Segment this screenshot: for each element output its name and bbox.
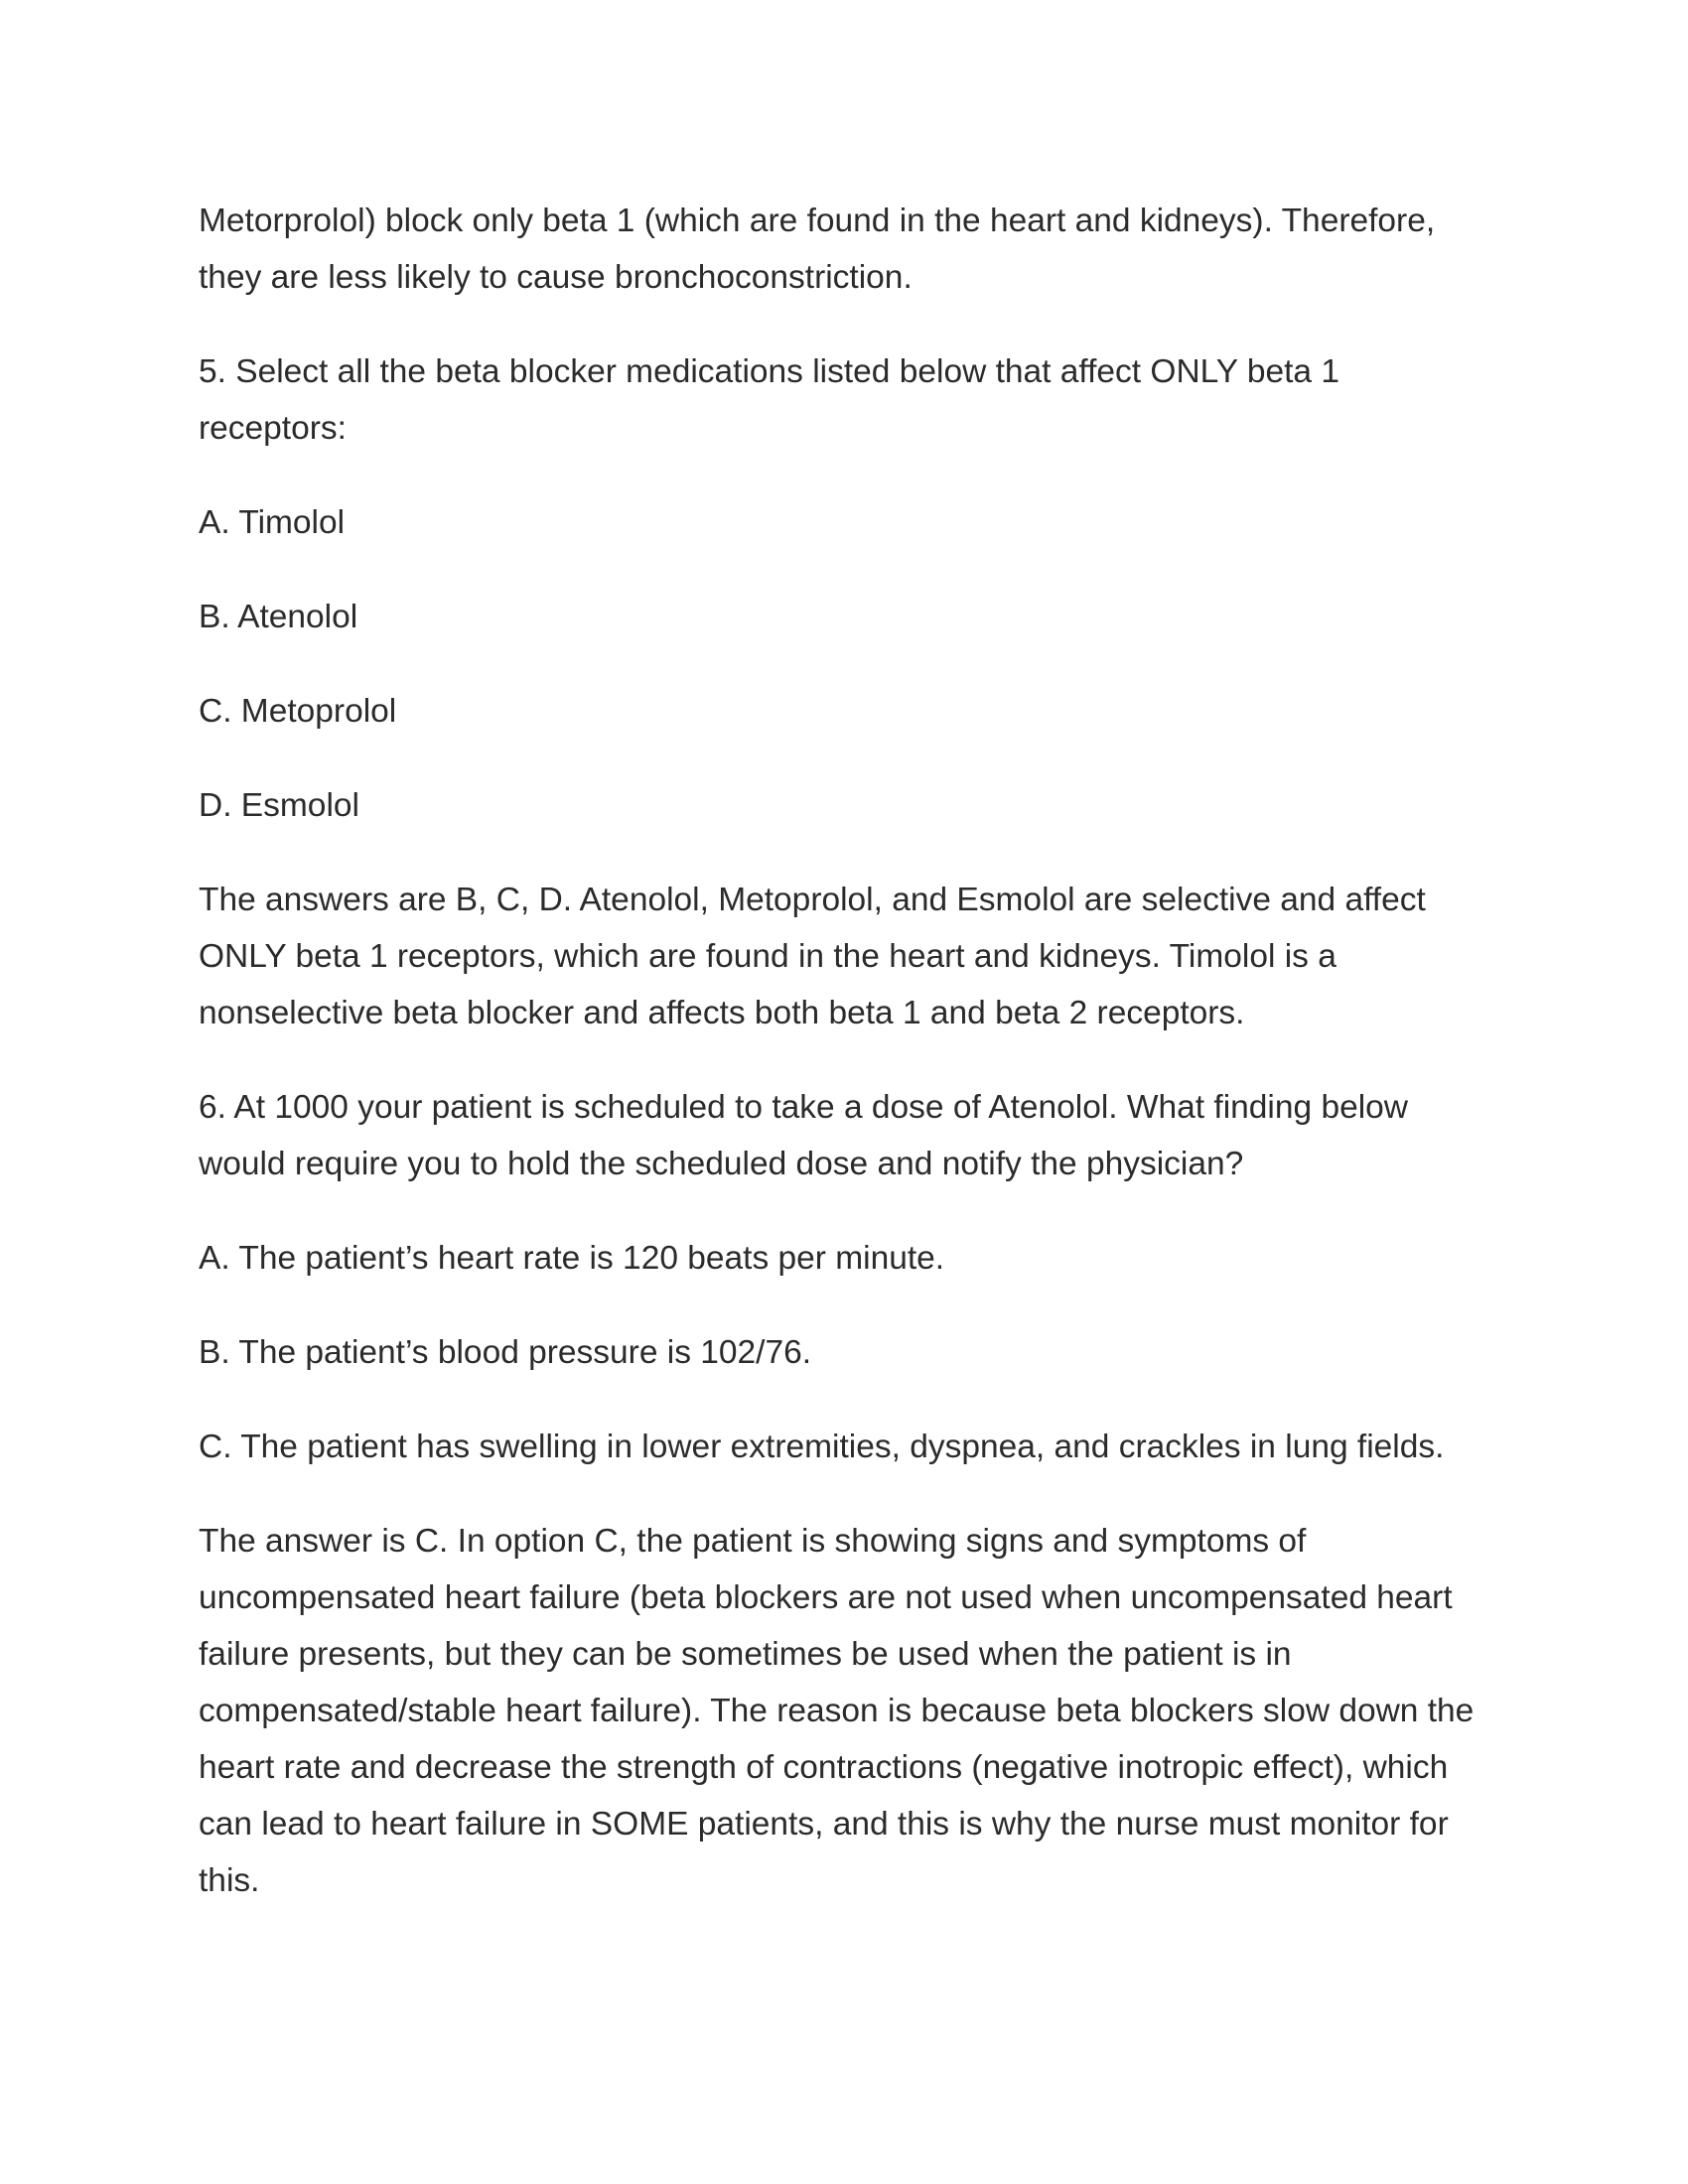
question-5-option-c: C. Metoprolol [199, 693, 397, 730]
document-body [199, 193, 1479, 1947]
question-5-option-a: A. Timolol [199, 504, 346, 541]
question-6: 6. At 1000 your patient is scheduled to take a dose of Atenolol. What finding below would require you to hold the scheduled dose and notify the physician? [199, 1089, 1408, 1182]
question-6-option-b: B. The patient’s blood pressure is 102/76. [199, 1334, 812, 1371]
question-5-option-d: D. Esmolol [199, 787, 359, 824]
question-6-answer: The answer is C. In option C, the patient is showing signs and symptoms of uncompensated heart failure (beta blockers are not used when uncompensated heart failure presents, but they can be sometimes be used when the patient is in compensated/stable heart failure). The reason is because beta blockers slow down the heart rate and decrease the strength of contractions (negative inotropic effect), which can lead to heart failure in SOME patients, and this is why the nurse must monitor for this. [199, 1523, 1475, 1899]
paragraph-continuation: Metorprolol) block only beta 1 (which are found in the heart and kidneys). Therefore, they are less likely to cause bronchoconstriction. [199, 203, 1436, 296]
question-5-answer: The answers are B, C, D. Atenolol, Metoprolol, and Esmolol are selective and affect ONLY beta 1 receptors, which are found in the heart and kidneys. Timolol is a nonselective beta blocker and affects both beta 1 and beta 2 receptors. [199, 882, 1426, 1031]
question-6-option-c: C. The patient has swelling in lower extremities, dyspnea, and crackles in lung fields. [199, 1429, 1445, 1465]
question-6-option-a: A. The patient’s heart rate is 120 beats per minute. [199, 1240, 945, 1277]
question-5-option-b: B. Atenolol [199, 599, 358, 635]
question-5: 5. Select all the beta blocker medications listed below that affect ONLY beta 1 receptors: [199, 353, 1339, 447]
